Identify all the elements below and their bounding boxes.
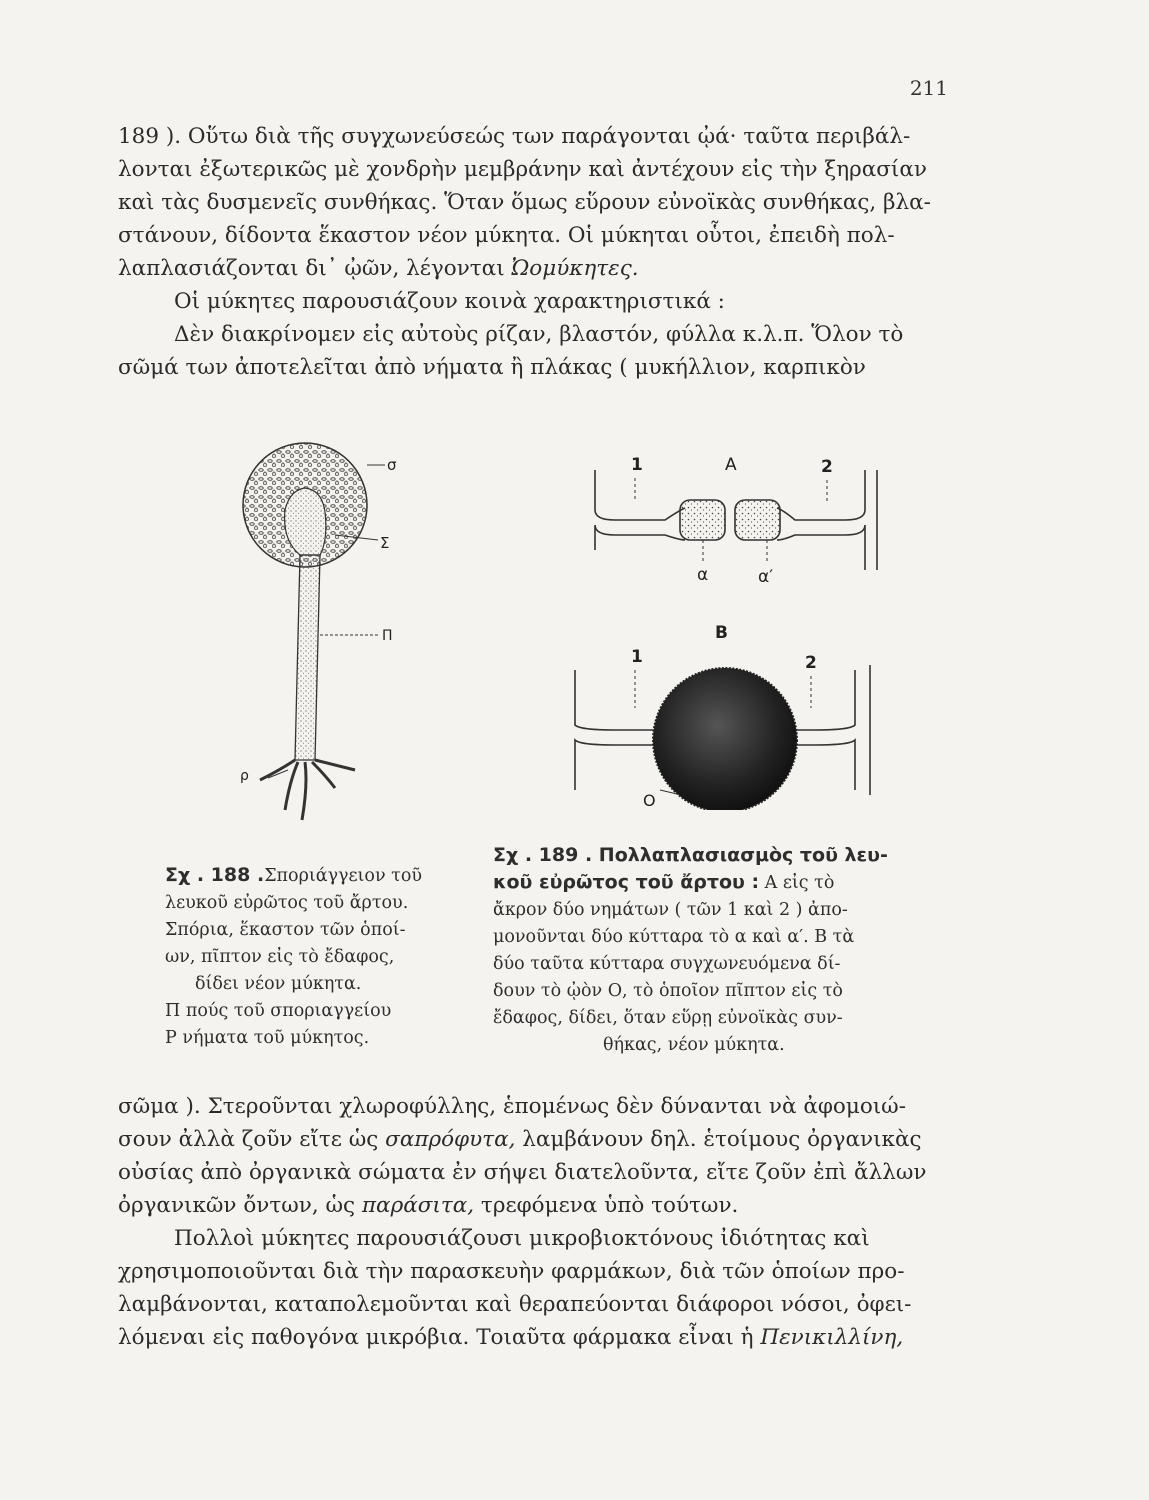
text-line xyxy=(118,1189,948,1222)
term-oomycetes: Ὠομύκητες. xyxy=(511,256,639,281)
caption-189 xyxy=(493,842,913,1059)
caption-line: δουν τὸ ᾠὸν Ο, τὸ ὁποῖον πῖπτον εἰς τὸ xyxy=(493,981,843,1001)
label-O: Ο xyxy=(643,791,656,810)
label-sigma-top: σ xyxy=(387,456,397,474)
label-A: Α xyxy=(725,455,737,475)
paragraph-2 xyxy=(118,1090,948,1354)
caption-line: Ρ νήματα τοῦ μύκητος. xyxy=(165,1028,370,1048)
text-line: Δὲν διακρίνομεν εἰς αὐτοὺς ρίζαν, βλαστόν, φύλλα κ.λ.π. Ὅλον τὸ xyxy=(174,322,904,347)
label-sigma: Σ xyxy=(380,534,390,552)
hypha-2-A xyxy=(777,470,865,570)
label-rho: ρ xyxy=(240,768,249,784)
text-line: καὶ τὰς δυσμενεῖς συνθήκας. Ὅταν ὅμως εὕρουν εὐνοϊκὰς συνθήκας, βλα- xyxy=(118,190,931,215)
caption-188 xyxy=(165,862,445,1052)
text-line xyxy=(118,1321,948,1354)
label-1-A: 1 xyxy=(631,455,643,475)
text-line: Οἱ μύκητες παρουσιάζουν κοινὰ χαρακτηριστικά : xyxy=(174,289,725,314)
caption-line: ἔδαφος, δίδει, ὅταν εὕρῃ εὐνοϊκὰς συν- xyxy=(493,1008,843,1028)
text-span: τρεφόμενα ὑπὸ τούτων. xyxy=(474,1193,739,1218)
text-span: λαμβάνουν δηλ. ἑτοίμους ὀργανικὰς xyxy=(515,1127,922,1152)
hypha-1-A xyxy=(595,470,685,550)
text-line: Πολλοὶ μύκητες παρουσιάζουσι μικροβιοκτόνους ἰδιότητας καὶ xyxy=(174,1226,870,1251)
zygospore-O xyxy=(653,668,797,810)
label-1-B: 1 xyxy=(631,647,643,667)
caption-line: δύο ταῦτα κύτταρα συγχωνευόμενα δί- xyxy=(493,954,841,974)
caption-line: Σπόρια, ἕκαστον τῶν ὁποί- xyxy=(165,920,406,940)
caption-line: μονοῦνται δύο κύτταρα τὸ α καὶ α′. Β τὰ xyxy=(493,927,855,947)
text-line: λονται ἐξωτερικῶς μὲ χονδρὴν μεμβράνην καὶ ἀντέχουν εἰς τὴν ξηρασίαν xyxy=(118,157,927,182)
text-span: Σποριάγγειον τοῦ xyxy=(264,866,423,886)
paragraph-1 xyxy=(118,120,948,384)
label-a: α xyxy=(697,565,709,585)
label-B: Β xyxy=(715,623,728,643)
caption-line: λευκοῦ εὐρῶτος τοῦ ἄρτου. xyxy=(165,893,409,913)
caption-title: Σχ . 188 . xyxy=(165,864,265,886)
text-span: ὀργανικῶν ὄντων, ὡς xyxy=(118,1193,362,1218)
text-line: στάνουν, δίδοντα ἕκαστον νέον μύκητα. Οἱ μύκηται οὗτοι, ἐπειδὴ πολ- xyxy=(118,223,895,248)
text-line: χρησιμοποιοῦνται διὰ τὴν παρασκευὴν φαρμάκων, διὰ τῶν ὁποίων προ- xyxy=(118,1259,905,1284)
text-line: σῶμά των ἀποτελεῖται ἀπὸ νήματα ἢ πλάκας ( μυκήλλιον, καρπικὸν xyxy=(118,355,866,380)
caption-line xyxy=(165,862,445,890)
sporangiophore-stalk xyxy=(295,555,320,760)
caption-line: θήκας, νέον μύκητα. xyxy=(603,1035,785,1055)
term-penicillin: Πενικιλλίνη, xyxy=(760,1325,904,1350)
text-span: λαπλασιάζονται δι᾽ ᾠῶν, λέγονται xyxy=(118,256,512,281)
text-line: 189 ). Οὕτω διὰ τῆς συγχωνεύσεώς των παράγονται ᾠά· ταῦτα περιβάλ- xyxy=(118,124,911,149)
text-line: λαμβάνονται, καταπολεμοῦνται καὶ θεραπεύονται διάφοροι νόσοι, ὀφει- xyxy=(118,1292,912,1317)
text-span: Α εἰς τὸ xyxy=(759,873,835,893)
text-line xyxy=(118,1123,948,1156)
figure-189-conjugation xyxy=(555,440,895,810)
cell-a-prime xyxy=(735,500,780,540)
label-2-B: 2 xyxy=(805,653,817,673)
term-parasites: παράσιτα, xyxy=(361,1193,475,1218)
text-line: σῶμα ). Στεροῦνται χλωροφύλλης, ἑπομένως δὲν δύνανται νὰ ἀφομοιώ- xyxy=(118,1094,906,1119)
caption-line: ων, πῖπτον εἰς τὸ ἔδαφος, xyxy=(165,947,395,967)
page-number: 211 xyxy=(909,76,948,100)
label-pi: Π xyxy=(382,628,393,644)
hypha-1-B xyxy=(575,670,655,790)
figure-188-sporangium xyxy=(240,440,410,840)
caption-line: Π πούς τοῦ σποριαγγείου xyxy=(165,1001,392,1021)
text-line: οὐσίας ἀπὸ ὀργανικὰ σώματα ἐν σήψει διατελοῦντα, εἴτε ζοῦν ἐπὶ ἄλλων xyxy=(118,1160,927,1185)
text-span: λόμεναι εἰς παθογόνα μικρόβια. Τοιαῦτα φάρμακα εἶναι ἡ xyxy=(118,1325,761,1350)
text-span: σουν ἀλλὰ ζοῦν εἴτε ὡς xyxy=(118,1127,386,1152)
caption-line: ἄκρον δύο νημάτων ( τῶν 1 καὶ 2 ) ἀπο- xyxy=(493,900,848,920)
caption-line xyxy=(493,869,913,897)
hypha-2-B xyxy=(795,670,855,790)
rhizoids xyxy=(260,760,355,820)
label-a-prime: α′ xyxy=(758,567,774,587)
caption-line: δίδει νέον μύκητα. xyxy=(195,974,362,994)
caption-title-2: κοῦ εὐρῶτος τοῦ ἄρτου : xyxy=(493,871,760,893)
cell-a xyxy=(680,500,725,540)
text-line xyxy=(118,252,948,285)
caption-title: Σχ . 189 . Πολλαπλασιασμὸς τοῦ λευ- xyxy=(493,844,888,866)
term-saprophytes: σαπρόφυτα, xyxy=(385,1127,516,1152)
label-2-A: 2 xyxy=(821,457,833,477)
